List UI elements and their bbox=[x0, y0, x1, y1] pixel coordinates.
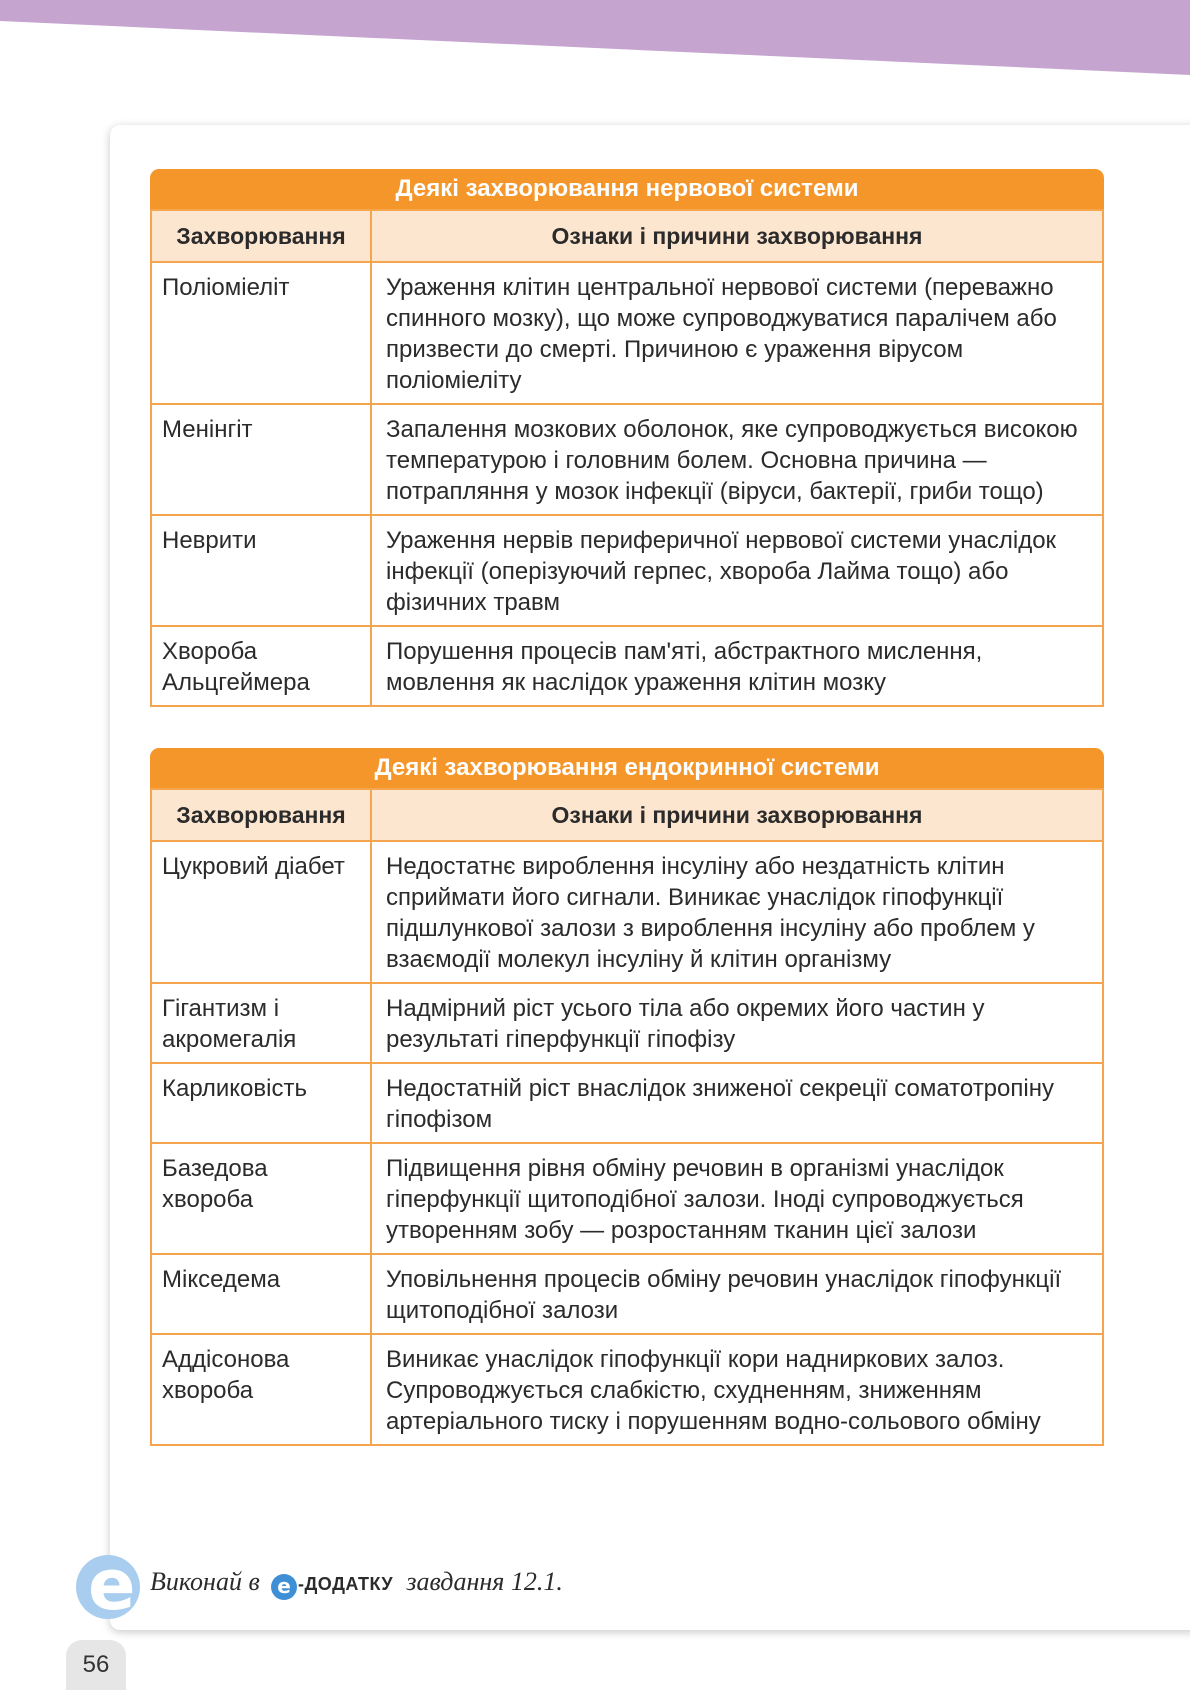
disease-name: Мікседема bbox=[151, 1254, 371, 1334]
logo-letter: e bbox=[88, 1544, 136, 1626]
disease-description: Виникає унаслідок гіпофункції кори надниркових залоз. Супроводжується слабкістю, схудненням, зниженням артеріального тиску і порушенням водно-сольового обміну bbox=[371, 1334, 1103, 1445]
column-header-disease: Захворювання bbox=[151, 789, 371, 841]
disease-name: Базедова хвороба bbox=[151, 1143, 371, 1254]
nervous-system-diseases-table bbox=[150, 169, 1104, 707]
table-header-row bbox=[151, 210, 1103, 262]
disease-description: Уповільнення процесів обміну речовин унаслідок гіпофункції щитоподібної залози bbox=[371, 1254, 1103, 1334]
top-decorative-band bbox=[0, 0, 1190, 75]
table-row bbox=[151, 841, 1103, 983]
page-number: 56 bbox=[66, 1640, 126, 1690]
disease-description: Недостатнє вироблення інсуліну або нездатність клітин сприймати його сигнали. Виникає унаслідок гіпофункції підшлункової залози з вироблення інсуліну або проблем у взаємодії молекул інсуліну й клітин організму bbox=[371, 841, 1103, 983]
disease-name: Цукровий діабет bbox=[151, 841, 371, 983]
column-header-signs: Ознаки і причини захворювання bbox=[371, 210, 1103, 262]
disease-name: Карликовість bbox=[151, 1063, 371, 1143]
table-row bbox=[151, 1334, 1103, 1445]
column-header-signs: Ознаки і причини захворювання bbox=[371, 789, 1103, 841]
footer-text-after: завдання 12.1. bbox=[406, 1567, 563, 1596]
e-supplement-logo-icon bbox=[76, 1544, 140, 1626]
table-title: Деякі захворювання ендокринної системи bbox=[150, 748, 1104, 788]
disease-description: Підвищення рівня обміну речовин в організмі унаслідок гіперфункції щитоподібної залози. Іноді супроводжується утворенням зобу — розростанням тканин цієї залози bbox=[371, 1143, 1103, 1254]
table-row bbox=[151, 515, 1103, 626]
table-row bbox=[151, 983, 1103, 1063]
disease-name: Поліоміеліт bbox=[151, 262, 371, 404]
disease-name: Менінгіт bbox=[151, 404, 371, 515]
table-row bbox=[151, 626, 1103, 706]
endocrine-system-diseases-table bbox=[150, 748, 1104, 1446]
disease-description: Надмірний ріст усього тіла або окремих його частин у результаті гіперфункції гіпофізу bbox=[371, 983, 1103, 1063]
table-row bbox=[151, 404, 1103, 515]
e-mini-logo-icon: e bbox=[271, 1574, 297, 1600]
disease-description: Ураження нервів периферичної нервової системи унаслідок інфекції (оперізуючий герпес, хвороба Лайма тощо) або фізичних травм bbox=[371, 515, 1103, 626]
disease-description: Запалення мозкових оболонок, яке супроводжується високою температурою і головним болем. Основна причина — потрапляння у мозок інфекції (віруси, бактерії, гриби тощо) bbox=[371, 404, 1103, 515]
disease-name: Неврити bbox=[151, 515, 371, 626]
disease-description: Порушення процесів пам'яті, абстрактного мислення, мовлення як наслідок ураження клітин мозку bbox=[371, 626, 1103, 706]
disease-description: Ураження клітин центральної нервової системи (переважно спинного мозку), що може супроводжуватися паралічем або призвести до смерті. Причиною є ураження вірусом поліоміеліту bbox=[371, 262, 1103, 404]
table-row bbox=[151, 262, 1103, 404]
table-header-row bbox=[151, 789, 1103, 841]
footer-text-before: Виконай в bbox=[150, 1567, 260, 1596]
footer-caps-text: -ДОДАТКУ bbox=[297, 1574, 394, 1594]
disease-name: Аддісонова хвороба bbox=[151, 1334, 371, 1445]
disease-name: Хвороба Альцгеймера bbox=[151, 626, 371, 706]
table-row bbox=[151, 1063, 1103, 1143]
table-title: Деякі захворювання нервової системи bbox=[150, 169, 1104, 209]
disease-name: Гігантизм і акромегалія bbox=[151, 983, 371, 1063]
disease-description: Недостатній ріст внаслідок зниженої секреції соматотропіну гіпофізом bbox=[371, 1063, 1103, 1143]
footer-task-link[interactable] bbox=[150, 1566, 563, 1600]
table-row bbox=[151, 1254, 1103, 1334]
table-row bbox=[151, 1143, 1103, 1254]
column-header-disease: Захворювання bbox=[151, 210, 371, 262]
